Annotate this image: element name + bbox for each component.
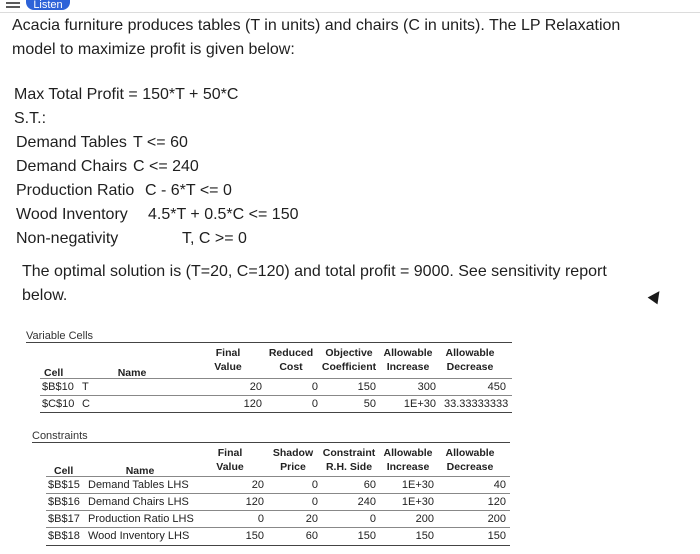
constraint-name: Demand Tables: [16, 134, 127, 151]
divider: [46, 476, 510, 477]
variable-cells-title: Variable Cells: [26, 330, 94, 342]
col-header: Cell: [54, 465, 74, 477]
col-header: Cost: [279, 361, 303, 373]
objective-line: Max Total Profit = 150*T + 50*C: [14, 86, 239, 103]
cell-ref: $B$18: [48, 530, 80, 542]
col-header: Objective: [325, 347, 373, 359]
col-header: Allowable: [383, 347, 433, 359]
col-header: Reduced: [268, 347, 314, 359]
cell-name: T: [82, 381, 89, 393]
allowable-increase: 150: [415, 530, 434, 542]
allowable-decrease: 150: [487, 530, 506, 542]
reduced-cost: 0: [311, 398, 318, 410]
col-header: Allowable: [383, 447, 433, 459]
constraints-title: Constraints: [32, 430, 88, 442]
constraint-expr: C - 6*T <= 0: [145, 182, 232, 199]
divider: [46, 510, 510, 511]
allowable-decrease: 200: [487, 513, 506, 525]
divider: [40, 395, 512, 396]
cell-ref: $B$16: [48, 496, 80, 508]
rhs-value: 150: [357, 530, 376, 542]
constraint-expr: 4.5*T + 0.5*C <= 150: [148, 206, 299, 223]
cell-name: Demand Tables LHS: [88, 479, 189, 491]
objective-coef: 50: [363, 398, 376, 410]
st-label: S.T.:: [14, 110, 47, 127]
menu-icon[interactable]: [6, 0, 20, 8]
final-value: 150: [245, 530, 264, 542]
col-header: Constraint: [322, 447, 376, 459]
final-value: 0: [257, 513, 264, 525]
col-header: Name: [117, 367, 147, 379]
col-header: Allowable: [445, 447, 495, 459]
col-header: Final: [215, 347, 241, 359]
allowable-increase: 1E+30: [401, 496, 434, 508]
divider: [46, 545, 510, 546]
cell-ref: $B$15: [48, 479, 80, 491]
constraint-name: Demand Chairs: [16, 158, 128, 175]
col-header: Increase: [386, 361, 430, 373]
cell-name: Wood Inventory LHS: [88, 530, 190, 542]
col-header: Name: [125, 465, 155, 477]
mouse-cursor-icon: [648, 288, 665, 305]
solution-text: The optimal solution is (T=20, C=120) and total profit = 9000. See sensitivity report below.: [22, 263, 607, 304]
constraint-name: Production Ratio: [16, 182, 135, 199]
reduced-cost: 0: [311, 381, 318, 393]
divider: [32, 442, 510, 443]
rhs-value: 240: [357, 496, 376, 508]
listen-button[interactable]: Listen: [26, 0, 70, 10]
final-value: 120: [245, 496, 264, 508]
shadow-price: 60: [305, 530, 318, 542]
constraint-expr: C <= 240: [133, 158, 199, 175]
constraint-name: Wood Inventory: [16, 206, 128, 223]
allowable-increase: 300: [417, 381, 436, 393]
col-header: Value: [214, 361, 242, 373]
shadow-price: 20: [305, 513, 318, 525]
col-header: Price: [280, 461, 306, 473]
cell-ref: $B$17: [48, 513, 80, 525]
allowable-decrease: 33.33333333: [444, 398, 509, 410]
final-value: 20: [249, 381, 262, 393]
col-header: Increase: [386, 461, 430, 473]
final-value: 20: [251, 479, 264, 491]
col-header: Decrease: [446, 361, 494, 373]
shadow-price: 0: [311, 496, 318, 508]
col-header: Decrease: [446, 461, 494, 473]
final-value: 120: [243, 398, 262, 410]
col-header: Cell: [44, 367, 64, 379]
col-header: R.H. Side: [325, 461, 373, 473]
intro-text: Acacia furniture produces tables (T in units) and chairs (C in units). The LP Relaxation model to maximize profit is given below:: [12, 17, 621, 58]
allowable-increase: 1E+30: [401, 479, 434, 491]
constraint-expr: T, C >= 0: [182, 230, 247, 247]
rhs-value: 60: [363, 479, 376, 491]
allowable-increase: 1E+30: [403, 398, 436, 410]
divider: [26, 342, 512, 343]
objective-coef: 150: [357, 381, 376, 393]
top-toolbar: [0, 0, 700, 13]
col-header: Value: [216, 461, 244, 473]
allowable-decrease: 450: [487, 381, 506, 393]
divider: [40, 378, 512, 379]
constraint-name: Non-negativity: [16, 230, 119, 247]
shadow-price: 0: [311, 479, 318, 491]
col-header: Shadow: [272, 447, 314, 459]
rhs-value: 0: [369, 513, 376, 525]
cell-ref: $C$10: [42, 398, 75, 410]
allowable-decrease: 40: [493, 479, 506, 491]
col-header: Final: [217, 447, 243, 459]
cell-ref: $B$10: [42, 381, 74, 393]
cell-name: Production Ratio LHS: [88, 513, 194, 525]
cell-name: Demand Chairs LHS: [88, 496, 189, 508]
col-header: Coefficient: [321, 361, 377, 373]
col-header: Allowable: [445, 347, 495, 359]
allowable-decrease: 120: [487, 496, 506, 508]
allowable-increase: 200: [415, 513, 434, 525]
cell-name: C: [82, 398, 90, 410]
divider: [40, 412, 512, 413]
divider: [46, 527, 510, 528]
constraint-expr: T <= 60: [133, 134, 188, 151]
divider: [46, 493, 510, 494]
